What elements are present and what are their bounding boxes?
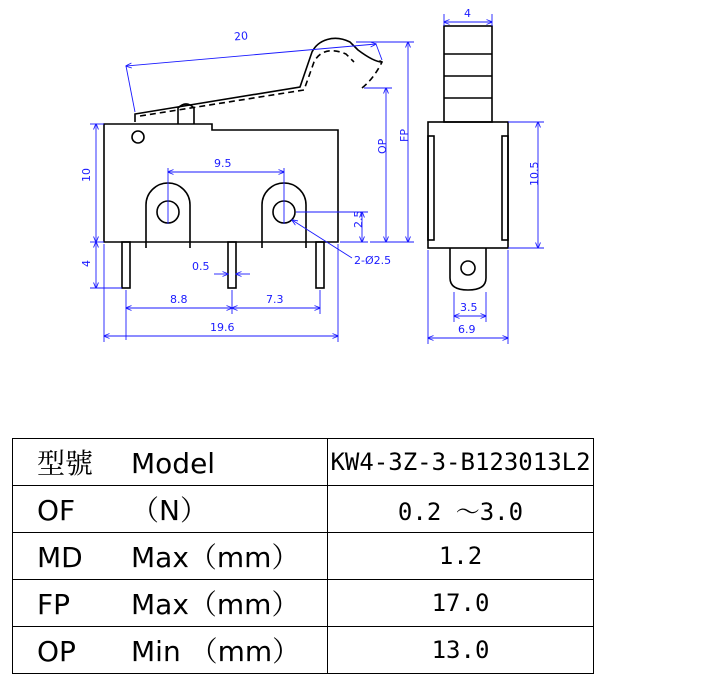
terminal-middle (228, 242, 236, 288)
dim-terminal-width: 3.5 (460, 301, 478, 314)
side-body (428, 122, 508, 248)
actuator-lever (135, 38, 382, 122)
side-terminal (450, 248, 486, 290)
body-hole-small (132, 131, 144, 143)
spec-prefix: 型號 (37, 447, 94, 480)
table-row (13, 533, 594, 580)
spec-label: Model (131, 447, 216, 480)
spec-prefix: OF (37, 494, 76, 527)
dim-fp-label: FP (398, 129, 411, 142)
dim-actuator-width: 4 (464, 7, 471, 20)
dim-lever-length: 20 (233, 29, 249, 44)
table-row (13, 439, 594, 486)
dim-overall-length: 19.6 (210, 321, 235, 334)
spec-label-cell (13, 580, 328, 627)
dim-side-width: 6.9 (458, 323, 476, 336)
spec-value: 17.0 (328, 580, 594, 627)
spec-label-cell (13, 533, 328, 580)
spec-prefix: MD (37, 541, 83, 574)
dim-terminal-length: 4 (80, 260, 93, 267)
dim-side-height: 10.5 (528, 161, 541, 186)
dim-hole-spacing: 9.5 (214, 157, 232, 170)
dim-body-height: 10 (80, 168, 93, 182)
terminal-left (122, 242, 130, 288)
spec-label-cell (13, 486, 328, 533)
side-view (428, 26, 508, 290)
spec-value: 0.2 ～3.0 (328, 486, 594, 533)
spec-label-cell (13, 627, 328, 674)
spec-label: （N） (131, 494, 208, 527)
table-row (13, 486, 594, 533)
spec-value: 13.0 (328, 627, 594, 674)
dim-pin-spacing-left: 8.8 (170, 293, 188, 306)
lever-roller (362, 60, 382, 88)
front-dimensions (90, 42, 414, 342)
table-row (13, 627, 594, 674)
spec-label: Min （mm） (131, 635, 301, 668)
spec-prefix: FP (37, 588, 70, 621)
dim-hole-diameter: 2-Ø2.5 (354, 254, 392, 267)
spec-value: 1.2 (328, 533, 594, 580)
dim-terminal-thickness: 0.5 (192, 260, 210, 273)
dim-hole-offset: 2.5 (352, 210, 365, 228)
side-rib-left (428, 136, 434, 240)
side-rib-right (502, 136, 508, 240)
switch-body (104, 124, 338, 242)
spec-prefix: OP (37, 635, 76, 668)
side-dimensions (428, 14, 544, 344)
actuator-lever-inner (140, 51, 354, 116)
spec-table (12, 438, 594, 674)
table-row (13, 580, 594, 627)
dim-op-label: OP (376, 138, 389, 154)
spec-label: Max（mm） (131, 588, 300, 621)
spec-value: KW4-3Z-3-B123013L2 (328, 439, 594, 486)
spec-label: Max（mm） (131, 541, 300, 574)
spec-label-cell (13, 439, 328, 486)
terminal-right (316, 242, 324, 288)
dim-pin-spacing-right: 7.3 (266, 293, 284, 306)
side-actuator (444, 26, 492, 122)
side-terminal-hole (461, 261, 475, 275)
